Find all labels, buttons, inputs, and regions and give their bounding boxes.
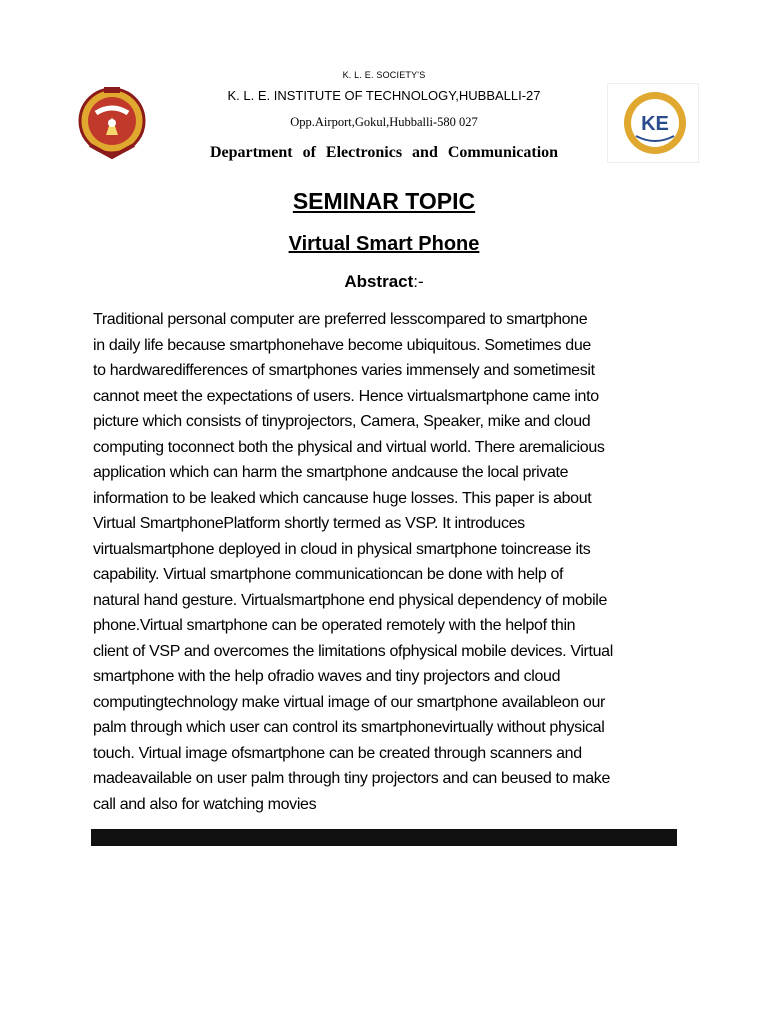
abstract-line: capability. Virtual smartphone communicationcan be done with help of bbox=[93, 566, 564, 583]
abstract-line: picture which consists of tinyprojectors, Camera, Speaker, mike and cloud bbox=[93, 413, 591, 430]
institute-address: Opp.Airport,Gokul,Hubballi-580 027 bbox=[290, 115, 478, 129]
lingayat-society-seal-logo bbox=[76, 83, 148, 163]
kle-society-logo bbox=[622, 90, 688, 156]
abstract-line: cannot meet the expectations of users. Hence virtualsmartphone came into bbox=[93, 387, 599, 405]
abstract-line: information to be leaked which cancause huge losses. This paper is about bbox=[93, 489, 592, 507]
seminar-topic-title: Virtual Smart Phone bbox=[288, 233, 480, 255]
abstract-line: smartphone with the help ofradio waves and tiny projectors and cloud bbox=[93, 668, 561, 685]
seminar-heading: SEMINAR TOPIC bbox=[292, 188, 476, 214]
institute-name: K. L. E. INSTITUTE OF TECHNOLOGY,HUBBALLI-27 bbox=[227, 88, 541, 103]
abstract-line: computingtechnology make virtual image of our smartphone availableon our bbox=[93, 693, 605, 711]
kle-logo-frame bbox=[607, 83, 699, 163]
abstract-line: computing toconnect both the physical and virtual world. There aremalicious bbox=[93, 438, 605, 456]
abstract-line: Traditional personal computer are preferred lesscompared to smartphone bbox=[93, 311, 588, 328]
abstract-line: natural hand gesture. Virtualsmartphone end physical dependency of mobile bbox=[93, 591, 608, 609]
abstract-label: Abstract bbox=[344, 272, 414, 291]
abstract-line: madeavailable on user palm through tiny projectors and can beused to make bbox=[93, 770, 610, 787]
abstract-line: in daily life because smartphonehave become ubiquitous. Sometimes due bbox=[93, 336, 591, 354]
abstract-line: client of VSP and overcomes the limitations ofphysical mobile devices. Virtual bbox=[93, 642, 613, 660]
svg-text:KE: KE bbox=[641, 113, 669, 135]
footer-bar bbox=[91, 829, 677, 846]
abstract-suffix: :- bbox=[413, 272, 424, 291]
abstract-heading bbox=[0, 272, 768, 292]
society-name: K. L. E. SOCIETY'S bbox=[342, 70, 426, 80]
abstract-line: palm through which user can control its smartphonevirtually without physical bbox=[93, 719, 605, 736]
abstract-line: touch. Virtual image ofsmartphone can be created through scanners and bbox=[93, 744, 582, 762]
abstract-body bbox=[93, 307, 678, 817]
abstract-line: to hardwaredifferences of smartphones varies immensely and sometimesit bbox=[93, 362, 595, 379]
abstract-line: application which can harm the smartphone andcause the local private bbox=[93, 464, 569, 481]
abstract-line: Virtual SmartphonePlatform shortly termed as VSP. It introduces bbox=[93, 515, 525, 532]
abstract-line: call and also for watching movies bbox=[93, 795, 317, 813]
abstract-line: virtualsmartphone deployed in cloud in physical smartphone toincrease its bbox=[93, 540, 591, 558]
department-name: Department of Electronics and Communication bbox=[209, 144, 559, 161]
abstract-line: phone.Virtual smartphone can be operated remotely with the helpof thin bbox=[93, 617, 576, 634]
